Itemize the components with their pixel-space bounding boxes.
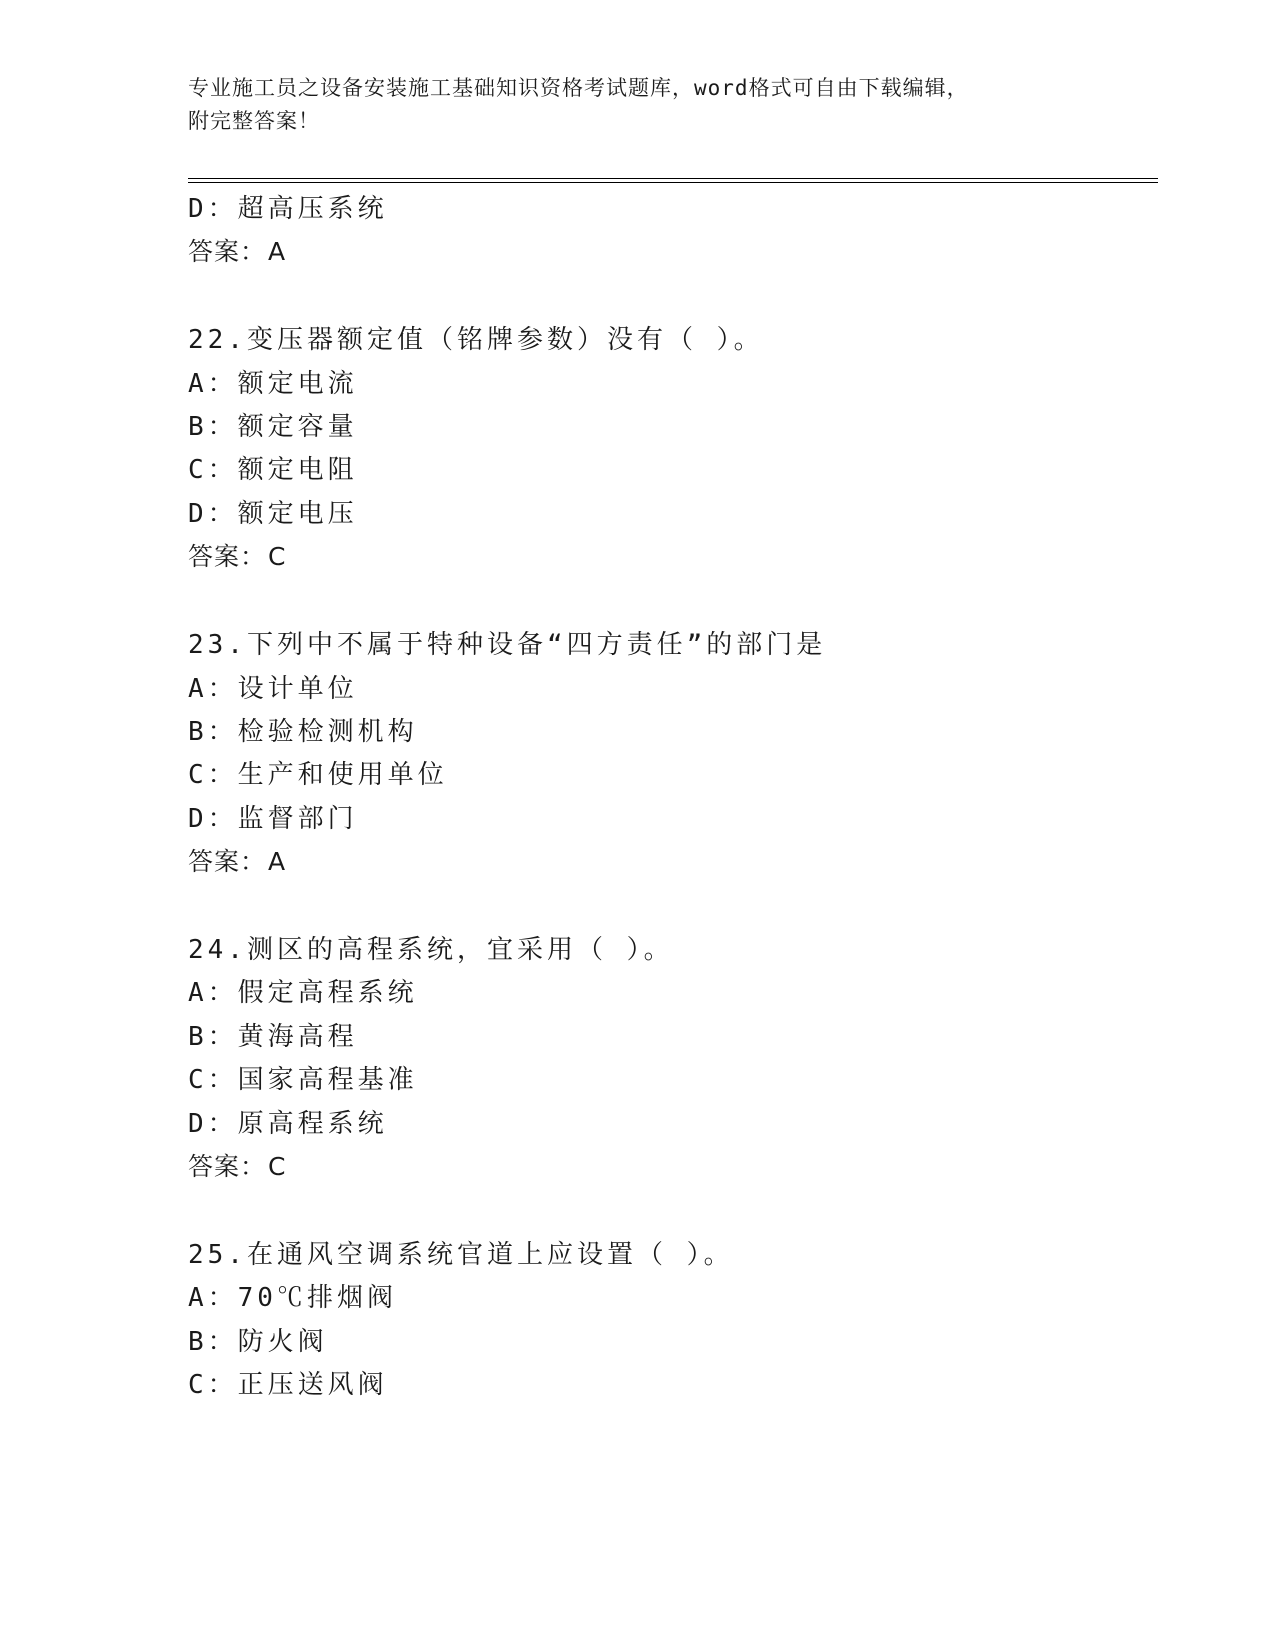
answer-label: 答案： bbox=[188, 237, 267, 266]
question-25-option-b: B：防火阀 bbox=[188, 1327, 328, 1357]
question-23-answer bbox=[188, 845, 286, 879]
question-24-option-c: C：国家高程基准 bbox=[188, 1065, 418, 1095]
document-page bbox=[188, 0, 1158, 1650]
answer-value: A bbox=[268, 237, 287, 266]
question-24-option-b: B：黄海高程 bbox=[188, 1022, 358, 1052]
question-22-option-b: B：额定容量 bbox=[188, 412, 358, 442]
question-22-stem: 22.变压器额定值（铭牌参数）没有（ ）。 bbox=[188, 325, 764, 355]
answer-label: 答案： bbox=[188, 1152, 267, 1181]
prev-answer bbox=[188, 235, 286, 269]
question-23-option-d: D：监督部门 bbox=[188, 804, 358, 834]
question-23-option-b: B：检验检测机构 bbox=[188, 717, 418, 747]
question-25-option-c: C：正压送风阀 bbox=[188, 1370, 388, 1400]
header-divider-bottom bbox=[188, 182, 1158, 183]
question-23-option-c: C：生产和使用单位 bbox=[188, 760, 448, 790]
question-22-option-a: A：额定电流 bbox=[188, 369, 358, 399]
answer-value: C bbox=[268, 1152, 287, 1181]
question-22-option-c: C：额定电阻 bbox=[188, 455, 358, 485]
question-25-option-a: A：70℃排烟阀 bbox=[188, 1283, 397, 1313]
document-header bbox=[188, 72, 1088, 138]
question-23-option-a: A：设计单位 bbox=[188, 674, 358, 704]
question-24-stem: 24.测区的高程系统，宜采用（ ）。 bbox=[188, 935, 674, 965]
prev-option-d: D：超高压系统 bbox=[188, 194, 388, 224]
header-line-1: 专业施工员之设备安装施工基础知识资格考试题库，word格式可自由下载编辑， bbox=[188, 76, 969, 100]
question-24-option-d: D：原高程系统 bbox=[188, 1109, 388, 1139]
question-22-answer bbox=[188, 540, 286, 574]
answer-value: A bbox=[268, 847, 287, 876]
answer-label: 答案： bbox=[188, 847, 267, 876]
question-24-option-a: A：假定高程系统 bbox=[188, 978, 418, 1008]
question-23-stem: 23.下列中不属于特种设备“四方责任”的部门是 bbox=[188, 630, 827, 660]
answer-value: C bbox=[268, 542, 287, 571]
header-line-2: 附完整答案！ bbox=[188, 109, 320, 133]
question-22-option-d: D：额定电压 bbox=[188, 499, 358, 529]
question-25-stem: 25.在通风空调系统官道上应设置（ ）。 bbox=[188, 1240, 734, 1270]
question-24-answer bbox=[188, 1150, 286, 1184]
answer-label: 答案： bbox=[188, 542, 267, 571]
header-divider-top bbox=[188, 178, 1158, 179]
